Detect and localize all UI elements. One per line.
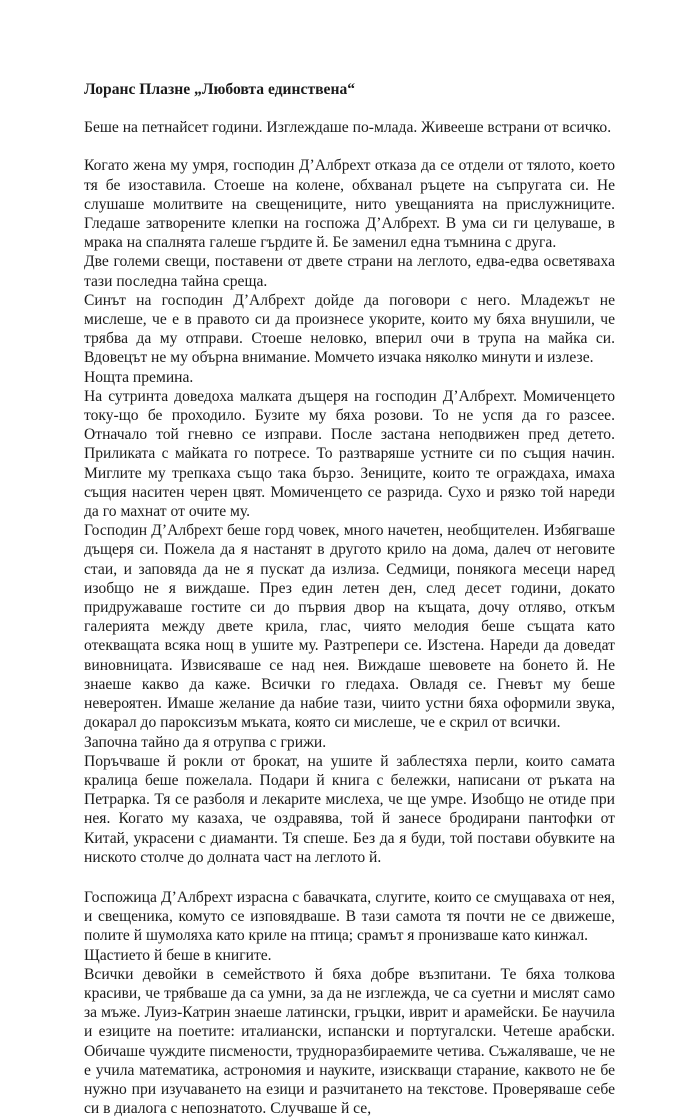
paragraph-education: Всички девойки в семейството й бяха добре възпитани. Те бяха толкова красиви, че трябваше да са умни, за да не изглежда, че са суетни и мислят само за мъже. Луиз-Катрин знаеше латински, гръцки, иврит и арамейски. Бе научила и езиците на поетите: италиански, испански и португалски. Четеше арабски. Обичаше чуждите писмености, трудноразбираемите четива. Съжаляваше, че не е учила математика, астрономия и науките, изискващи старание, каквото не бе нужно при изучаването на езици и разчитането на текстове. Проверяваше себе си в диалога с непознатото. Случваше й се, xyxy=(84,965,615,1118)
paragraph-wife-death: Когато жена му умря, господин Д’Албрехт отказа да се отдели от тялото, което тя бе изоставила. Стоеше на колене, обхванал ръцете на съпругата си. Не слушаше молитвите на свещениците, нито увещанията на прислужниците. Гледаше затворените клепки на госпожа Д’Албрехт. В ума си ги целуваше, в мрака на спалнята галеше гърдите й. Бе заменил една тъмнина с друга. xyxy=(84,157,615,252)
document-title: Лоранс Плазне „Любовта единствена“ xyxy=(84,81,356,98)
paragraph-proud-man: Господин Д’Албрехт беше горд човек, много начетен, необщителен. Избягваше дъщеря си. Пожела да я настанят в другото крило на дома, далеч от неговите стаи, и заповяда да не я пускат да излиза. Седмици, понякога месеци наред изобщо не я виждаше. През един летен ден, след десет години, докато придружаваше гостите си до първия двор на къщата, дочу отляво, откъм галерията между двете крила, глас, чиято мелодия беше същата като отекващата всяка нощ в ушите му. Разтрепери се. Изстена. Нареди да доведат виновницата. Извисяваше се над нея. Виждаше шевовете на бонето й. Не знаеше какво да каже. Всички го гледаха. Овладя се. Гневът му беше невероятен. Имаше желание да набие тази, чиито устни бяха оформили звука, докарал до пароксизъм мъката, която си мислеше, че е скрил от всички. xyxy=(84,522,615,732)
paragraph-candles: Две големи свещи, поставени от двете страни на леглото, едва-едва осветяваха тази последна тайна среща. xyxy=(84,253,615,290)
paragraph-night: Нощта премина. xyxy=(84,368,194,386)
paragraph-son: Синът на господин Д’Албрехт дойде да поговори с него. Младежът не мислеше, че е в правото си да произнесе укорите, които му бяха внушили, че трябва да му отправи. Стоеше неловко, вперил очи в трупа на майка си. Вдовецът не му обърна внимание. Момчето изчака няколко минути и излезе. xyxy=(84,291,615,367)
paragraph-opening: Беше на петнайсет години. Изглеждаше по-млада. Живееше встрани от всичко. xyxy=(84,119,612,137)
paragraph-gifts: Поръчваше й рокли от брокат, на ушите й заблестяха перли, които самата кралица беше пожелала. Подари й книга с бележки, написани от ръката на Петрарка. Тя се разболя и лекарите мислеха, че ще умре. Изобщо не отиде при нея. Когато му казаха, че оздравява, той й занесе бродирани пантофки от Китай, украсени с диаманти. Тя спеше. Без да я буди, той постави обувките на ниското столче до долната част на леглото й. xyxy=(84,752,615,866)
paragraph-happiness: Щастието й беше в книгите. xyxy=(84,946,272,964)
paragraph-care: Започна тайно да я отрупва с грижи. xyxy=(84,733,327,751)
paragraph-growing-up: Госпожица Д’Албрехт израсна с бавачката, слугите, които се смущаваха от нея, и свещеника, комуто се изповядваше. В тази самота тя почти не се движеше, полите й шумоляха като криле на птица; срамът я пронизваше като кинжал. xyxy=(84,888,615,945)
paragraph-daughter: На сутринта доведоха малката дъщеря на господин Д’Албрехт. Момиченцето току-що бе проходило. Бузите му бяха розови. То не успя да го разсее. Отначало той гневно се изправи. После застана неподвижен пред детето. Приликата с майката го потресе. То разтваряше устните си по същия начин. Миглите му трепкаха също така бързо. Зениците, които те ограждаха, имаха същия наситен черен цвят. Момиченцето се разрида. Сухо и рязко той нареди да го махнат от очите му. xyxy=(84,387,615,521)
document-page xyxy=(84,80,615,1118)
